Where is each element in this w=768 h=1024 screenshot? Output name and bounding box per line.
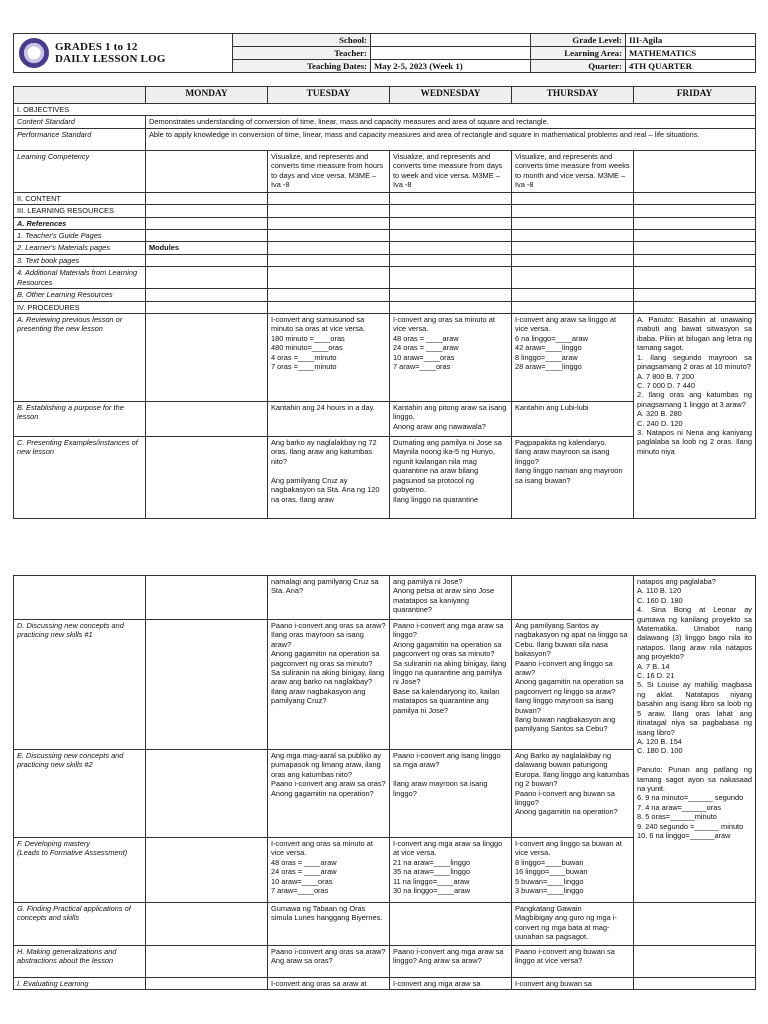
e-wednesday: Paano i-convert ang isang linggo sa mga araw? Ilang araw mayroon sa isang linggo? [390, 750, 512, 838]
quarter-label: Quarter: [531, 60, 626, 73]
h-friday [634, 946, 756, 978]
g-tuesday: Gumawa ng Tabaan ng Oras simula Lunes hanggang Biyernes. [268, 903, 390, 946]
e-tuesday: Ang mga mag-aaral sa publiko ay pumapasok ng limang araw, ilang oras ang katumbas nito? Paano i-convert ang araw sa oras? Anong gagamitin na operation? [268, 750, 390, 838]
label-content-standard: Content Standard [14, 116, 146, 128]
school-value [371, 34, 531, 47]
section-objectives: I. OBJECTIVES [14, 104, 756, 116]
label-reviewing-previous: A. Reviewing previous lesson or presenting the new lesson [14, 314, 146, 402]
g-wednesday [390, 903, 512, 946]
g-friday [634, 903, 756, 946]
day-tuesday: TUESDAY [268, 87, 390, 104]
school-label: School: [233, 34, 371, 47]
learning-area-value: MATHEMATICS [626, 47, 756, 60]
lesson-log-page-1 [13, 33, 755, 519]
h-tuesday: Paano i-convert ang oras sa araw? Ang araw sa oras? [268, 946, 390, 978]
label-learners-materials: 2. Learner's Materials pages [14, 242, 146, 254]
cont-label [14, 576, 146, 620]
e-thursday: Ang Barko ay naglalakbay ng dalawang buwan patungong Europa. Ilang linggo ang katumbas ng 2 buwan? Paano i-convert ang buwan sa linggo? Anong gagamitin na operation? [512, 750, 634, 838]
section-learning-resources: III. LEARNING RESOURCES [14, 205, 146, 217]
label-performance-standard: Performance Standard [14, 128, 146, 150]
lc-friday [634, 150, 756, 192]
e-monday [146, 750, 268, 838]
g-monday [146, 903, 268, 946]
section-content: II. CONTENT [14, 192, 146, 204]
a-tuesday: I-convert ang sumusunod sa minuto sa oras at vice versa. 180 minuto =____oras 480 minuto=____oras 4 oras =____minuto 7 oras =____minuto [268, 314, 390, 402]
title-line-1: GRADES 1 to 12 [55, 41, 138, 53]
deped-seal-icon [19, 38, 49, 68]
lc-thursday: Visualize, and represents and converts time measure from weeks to month and vice versa. M3ME – Iva -8 [512, 150, 634, 192]
i-thursday: I-convert ang buwan sa [512, 978, 634, 990]
f-wednesday: I-convert ang mga araw sa linggo at vice versa. 21 na araw=____linggo 35 na araw=____linggo 11 na linggo=____araw 30 na linggo=____araw [390, 838, 512, 903]
corner-cell [14, 87, 146, 104]
lm-monday: Modules [146, 242, 268, 254]
section-procedures: IV. PROCEDURES [14, 301, 146, 313]
f-tuesday: I-convert ang oras sa minuto at vice versa. 48 oras = ____araw 24 oras = ____araw 10 araw=____oras 7 araw=____oras [268, 838, 390, 903]
title-line-2: DAILY LESSON LOG [55, 53, 166, 65]
d-thursday: Ang pamilyang Santos ay nagbakasyon ng apat na linggo sa Cebu. Ilang buwan sila nasa bakasyon? Paano i-convert ang linggo sa araw? Anong gagamitin na operation sa pagconvert ng linggo sa araw? Ilang linggo mayroon sa isang buwan? Ilang buwan nagbakasyon ang pamilyang Santos sa Cebu? [512, 620, 634, 750]
label-references: A. References [14, 217, 146, 229]
day-wednesday: WEDNESDAY [390, 87, 512, 104]
learning-area-label: Learning Area: [531, 47, 626, 60]
h-wednesday: Paano i-convert ang mga araw sa linggo? Ang araw sa araw? [390, 946, 512, 978]
label-evaluating: I. Evaluating Learning [14, 978, 146, 990]
d-tuesday: Paano i-convert ang oras sa araw? Ilang oras mayroon sa isang araw? Anong gagamitin na operation sa pagconvert ng oras sa minuto? Sa suliranin na aking binigay, ilang araw ang barko na naglakbay? Ilang araw nagbakasyon ang pamilyang Cruz? [268, 620, 390, 750]
lesson-log-page-2 [13, 575, 755, 990]
lesson-table-1 [13, 86, 756, 519]
grade-level-label: Grade Level: [531, 34, 626, 47]
b-thursday: Kantahin ang Lubi-lubi [512, 402, 634, 437]
teacher-value [371, 47, 531, 60]
b-monday [146, 402, 268, 437]
a-friday: A. Panuto: Basahin at unawaing mabuti ang bawat sitwasyon sa ibaba. Piliin at bilugan ang letra ng tamang sagot. 1. Ilang segundo mayroon sa pinagsamang 2 oras at 10 minuto? A. 7 800 B. 7 200 C. 7 000 D. 7 440 2. Ilang oras ang katumbas ng pinagsamang 1 linggo at 3 araw? A. 320 B. 280 C. 240 D. 120 3. Natapos ni Nena ang kaniyang paglalaba sa loob ng 2 oras. Ilang minuto niya [634, 314, 756, 519]
d-monday [146, 620, 268, 750]
lc-tuesday: Visualize, and represents and converts time measure from hours to days and vice versa. M3ME – Iva -8 [268, 150, 390, 192]
quarter-value: 4TH QUARTER [626, 60, 756, 73]
day-monday: MONDAY [146, 87, 268, 104]
h-thursday: Paano i-convert ang buwan sa linggo at vice versa? [512, 946, 634, 978]
label-practical-applications: G. Finding Practical applications of concepts and skills [14, 903, 146, 946]
performance-standard-text: Able to apply knowledge in conversion of time, linear, mass and capacity measures and area of rectangle and square in mathematical problems and real – life situations. [146, 128, 756, 150]
label-text-book: 3. Text book pages [14, 254, 146, 266]
teaching-dates-label: Teaching Dates: [233, 60, 371, 73]
label-learning-competency: Learning Competency [14, 150, 146, 192]
teacher-label: Teacher: [233, 47, 371, 60]
d-wednesday: Paano i-convert ang mga araw sa linggo? Anong gagamitin na operation sa pagconvert ng oras sa minuto? Sa suliranin na aking binigay, ilang linggo na quarantine ang pamilya ni Jose? Base sa kalendaryong ito, kailan matatapos sa quarantine ang pamilya ni Jose? [390, 620, 512, 750]
label-generalizations: H. Making generalizations and abstractions about the lesson [14, 946, 146, 978]
day-thursday: THURSDAY [512, 87, 634, 104]
b-wednesday: Kantahin ang pitong araw sa isang linggo. Anong araw ang nawawala? [390, 402, 512, 437]
content-standard-text: Demonstrates understanding of conversion of time, linear, mass and capacity measures and area of square and rectangle. [146, 116, 756, 128]
a-monday [146, 314, 268, 402]
cont-friday: natapos ang paglalaba? A. 110 B. 120 C. 160 D. 180 4. Sina Bong at Leonar ay gumawa ng kanilang proyekto sa Matematika. Umabot nang dalawang (3) linggo bago nila ito natapos. Ilang araw nila natapos ang proyekto? A. 7 B. 14 C. 16 D. 21 5. Si Louise ay mahilig magbasa ng aklat. Natatapos niyang basahin ang isang libro sa loob ng 5 araw. Ilang oras lahat ang itinatagal niya sa pagbabasa ng isang libro? A. 120 B. 154 C. 180 D. 100 Panuto: Punan ang patlang ng tamang sagot ayon sa nakasaad na yunit. 6. 9 na minuto=______ segundo 7. 4 na araw=______oras 8. 5 oras=______minuto 9. 240 segundo =______ minuto 10. 6 na linggo=______araw [634, 576, 756, 903]
cont-tuesday: namalagi ang pamilyang Cruz sa Sta. Ana? [268, 576, 390, 620]
lc-wednesday: Visualize, and represents and converts time measure from days to week and vice versa. M3ME – Iva -8 [390, 150, 512, 192]
label-additional-materials: 4. Additional Materials from Learning Resources [14, 267, 146, 289]
c-monday [146, 437, 268, 519]
c-thursday: Pagpapakita ng kalendaryo. Ilang araw mayroon sa isang linggo? Ilang linggo naman ang mayroon sa isang buwan? [512, 437, 634, 519]
c-tuesday: Ang barko ay naglalakbay ng 72 oras. Ilang araw ang katumbas nito? Ang pamilyang Cruz ay nagbakasyon sa Sta. Ana ng 120 na oras. Ilang araw [268, 437, 390, 519]
label-presenting-examples: C. Presenting Examples/instances of new lesson [14, 437, 146, 519]
cont-wednesday: ang pamilya ni Jose? Anong petsa at araw sino Jose matatapos sa kaniyang quarantine? [390, 576, 512, 620]
header-table [13, 33, 756, 73]
label-other-resources: B. Other Learning Resources [14, 289, 146, 301]
i-wednesday: I-convert ang mga araw sa [390, 978, 512, 990]
a-thursday: I-convert ang araw sa linggo at vice versa. 6 na linggo=____araw 42 araw=____linggo 8 linggo=____araw 28 araw=____linggo [512, 314, 634, 402]
teaching-dates-value: May 2-5, 2023 (Week 1) [371, 60, 531, 73]
h-monday [146, 946, 268, 978]
b-tuesday: Kantahin ang 24 hours in a day. [268, 402, 390, 437]
lc-monday [146, 150, 268, 192]
i-monday [146, 978, 268, 990]
c-wednesday: Dumating ang pamilya ni Jose sa Maynila noong ika-5 ng Hunyo, ngunit kailangan nila mag quarantine na araw bilang pagsunod sa protocol ng gobyerno. Ilang linggo na quarantine [390, 437, 512, 519]
header-logo-cell [14, 34, 233, 73]
f-monday [146, 838, 268, 903]
i-friday [634, 978, 756, 990]
label-developing-mastery: F. Developing mastery (Leads to Formative Assessment) [14, 838, 146, 903]
lesson-table-2 [13, 575, 756, 990]
label-establishing-purpose: B. Establishing a purpose for the lesson [14, 402, 146, 437]
label-discussing-2: E. Discussing new concepts and practicing new skills #2 [14, 750, 146, 838]
cont-thursday [512, 576, 634, 620]
day-friday: FRIDAY [634, 87, 756, 104]
cont-monday [146, 576, 268, 620]
g-thursday: Pangkatang Gawain Magbibigay ang guro ng mga i-convert ng mga bata at mag-uunahan sa pagsagot. [512, 903, 634, 946]
i-tuesday: I-convert ang oras sa araw at [268, 978, 390, 990]
label-teachers-guide: 1. Teacher's Guide Pages [14, 230, 146, 242]
a-wednesday: I-convert ang oras sa minuto at vice versa. 48 oras = ____araw 24 oras = ____araw 10 araw=____oras 7 araw=____oras [390, 314, 512, 402]
f-thursday: I-convert ang linggo sa buwan at vice versa. 8 linggo=____buwan 16 linggo=____buwan 5 buwan=____linggo 3 buwan=____linggo [512, 838, 634, 903]
label-discussing-1: D. Discussing new concepts and practicing new skills #1 [14, 620, 146, 750]
grade-level-value: III-Agila [626, 34, 756, 47]
